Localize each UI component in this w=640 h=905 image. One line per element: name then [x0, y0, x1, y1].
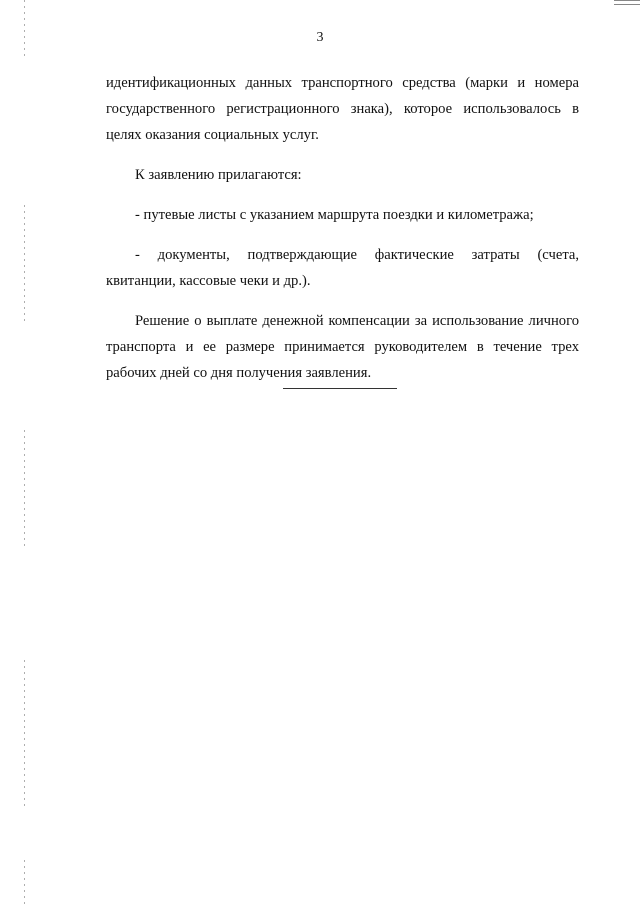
paragraph-vehicle-identification: идентификационных данных транспортного средства (марки и номера государственного регистрационного знака), которое использовалось в целях оказания социальных услуг.: [106, 75, 579, 143]
scan-artifact-left-edge: [24, 860, 25, 905]
list-item-documents: - документы, подтверждающие фактические затраты (счета, квитанции, кассовые чеки и др.).: [106, 247, 579, 289]
scan-artifact-left-edge: [24, 660, 25, 810]
closing-rule: [283, 388, 397, 389]
scan-artifact-left-edge: [24, 205, 25, 325]
scan-artifact-left-edge: [24, 430, 25, 550]
page-number: 3: [316, 30, 324, 45]
scan-artifact-top-right: [614, 0, 640, 5]
paragraph-decision: Решение о выплате денежной компенсации за использование личного транспорта и ее размере принимается руководителем в течение трех рабочих дней со дня получения заявления.: [106, 313, 579, 381]
paragraph-attachments-heading: К заявлению прилагаются:: [135, 167, 302, 183]
list-item-waybills: - путевые листы с указанием маршрута поездки и километража;: [135, 207, 534, 223]
document-body: [106, 70, 579, 386]
